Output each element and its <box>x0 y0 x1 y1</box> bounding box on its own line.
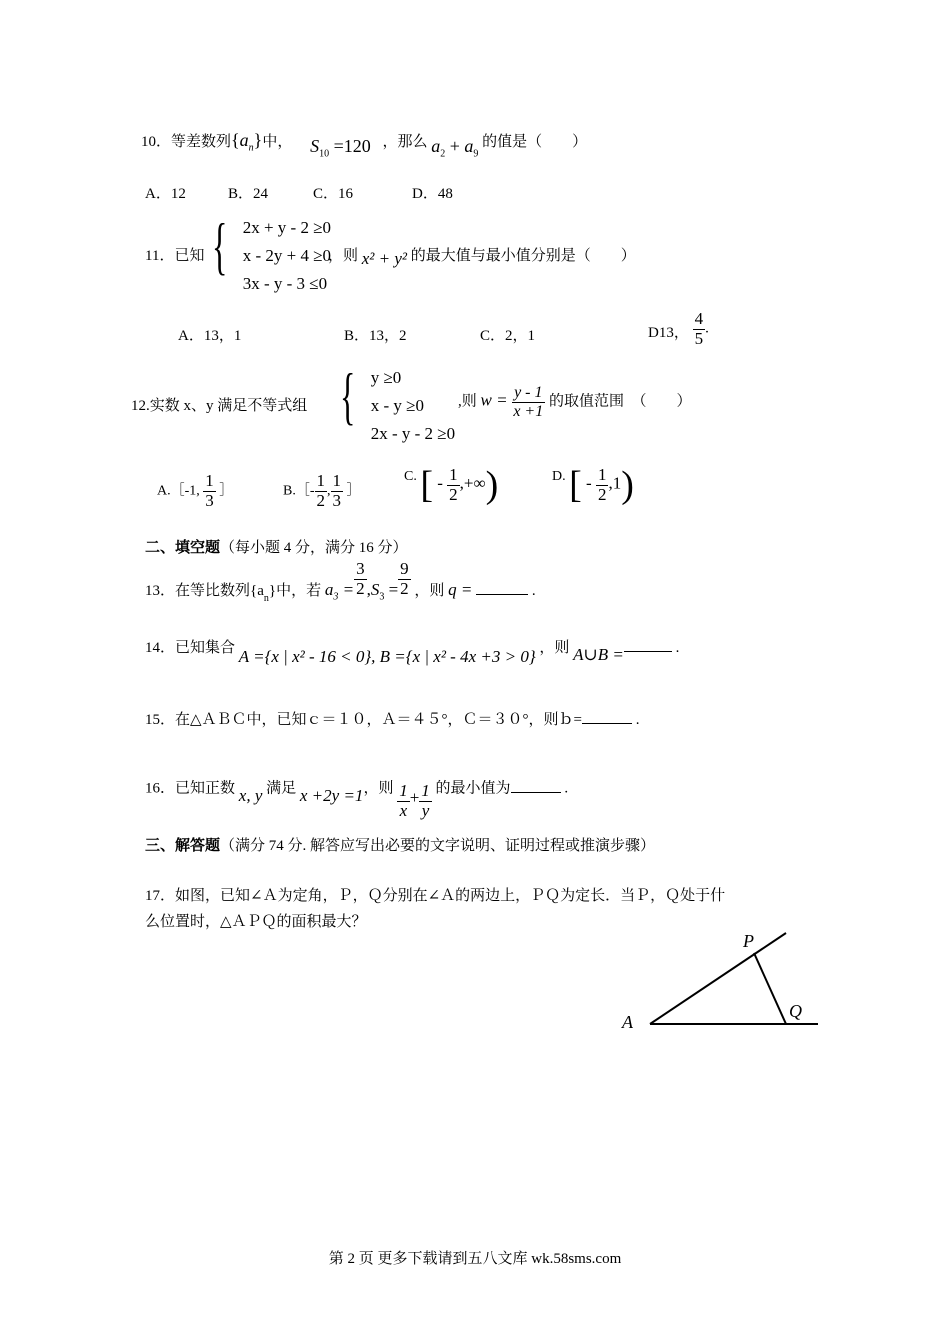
label-q: Q <box>789 1001 802 1021</box>
q14-line: 14．已知集合 A ={x | x² - 16 < 0}, B ={x | x² - 4x +3 > 0} ，则 A∪B = . <box>145 640 680 666</box>
q11-option-c: C．2，1 <box>480 328 536 344</box>
q11-optd-fraction: $\frac{4}{5}$ <box>694 309 704 348</box>
q11-row-3: 3x - y - 3 ≤0 <box>242 274 328 293</box>
segment-pq <box>754 953 786 1024</box>
q12-option-b: B.［- $\frac{1}{2}$ , $\frac{1}{3}$ ］ <box>283 471 361 510</box>
q10-number: 10． <box>141 134 172 150</box>
q16-answer-blank <box>511 778 561 793</box>
q10-text4: 的值是（ ） <box>482 134 588 150</box>
q11-option-b: B．13，2 <box>344 328 407 344</box>
section2-heading <box>145 536 408 557</box>
section3-heading <box>145 834 655 855</box>
q10-text2: 中， <box>262 134 293 150</box>
q13-answer-blank <box>476 580 528 595</box>
q12-option-c: C. [ - $\frac{1}{2}$ ,+∞) <box>404 464 499 507</box>
q11-number: 11．已知 <box>145 248 205 264</box>
q11-text3: 的最大值与最小值分别是（ ） <box>410 248 636 264</box>
q12-label <box>131 394 307 415</box>
triangle-diagram <box>600 920 840 1040</box>
q12-row-3: 2x - y - 2 ≥0 <box>370 424 456 443</box>
page-footer: 第 2 页 更多下载请到五八文库 wk.58sms.com <box>328 1251 622 1267</box>
section3-title: 三、解答题 <box>145 838 221 854</box>
q11-tail <box>328 244 636 268</box>
q12-w: w = <box>480 390 508 410</box>
q12-number: 12. <box>131 398 150 414</box>
q11-option-d: D13， $\frac{4}{5}$ . <box>648 309 709 348</box>
q14-expr: A ={x | x² - 16 < 0}, B ={x | x² - 4x +3 > 0} <box>238 647 536 666</box>
q12-w-fraction: $\frac{y - 1}{x +1}$ <box>513 384 544 420</box>
q10-option-b: B．24 <box>228 186 269 202</box>
q15-answer-blank <box>582 709 632 724</box>
q12-text1: 实数 x、y 满足不等式组 <box>149 398 308 414</box>
section2-title: 二、填空题 <box>145 540 221 556</box>
section2-note: （每小题 4 分，满分 16 分） <box>220 540 408 556</box>
q15-line: 15．在△ＡＢＣ中，已知ｃ＝１０，Ａ＝４５°，Ｃ＝３０°，则ｂ= . <box>145 708 640 729</box>
q10-option-c: C．16 <box>313 186 354 202</box>
q13-line: 13．在等比数列$\{a_n\}$中，若 $a_3$ = $\frac{3}{2}$ $,S_3$ = $\frac{9}{2}$ ，则 q = . <box>145 559 536 604</box>
q11-row-2: x - 2y + 4 ≥0 <box>242 246 332 265</box>
q10-option-d: D．48 <box>412 186 453 202</box>
q11-system <box>212 210 332 298</box>
q12-system <box>340 360 456 448</box>
section3-note: （满分 74 分. 解答应写出必要的文字说明、证明过程或推演步骤） <box>220 838 656 854</box>
q12-row-2: x - y ≥0 <box>370 396 424 415</box>
q12-text3: 的取值范围 （ ） <box>548 393 692 410</box>
q10-option-a: A．12 <box>145 186 186 202</box>
q12-tail <box>458 384 692 420</box>
label-a: A <box>622 1012 633 1032</box>
q10-text1: 等差数列 <box>171 134 232 150</box>
q11-option-a: A．13，1 <box>178 328 242 344</box>
q12-option-a: A.［-1, $\frac{1}{3}$ ］ <box>157 471 234 510</box>
label-p: P <box>743 931 754 951</box>
q12-option-d: D. [ - $\frac{1}{2}$ ,1) <box>552 464 634 507</box>
q10-sum: $S_{10} =120$ <box>310 136 371 160</box>
q12-text2: ,则 <box>458 393 477 410</box>
left-brace: { <box>340 360 356 431</box>
q11-text2: ，则 <box>328 248 359 264</box>
q10-line <box>141 130 588 160</box>
q10-expr: $a_2 + a_9$ <box>431 136 479 160</box>
q16-line: 16．已知正数 x, y 满足 x +2y =1，则 $\frac{1}{x}$ + $\frac{1}{y}$ 的最小值为 . <box>145 770 568 808</box>
left-brace: { <box>212 210 228 281</box>
q17-line-2: 么位置时，△ＡＰＱ的面积最大？ <box>145 914 367 930</box>
q14-answer-blank <box>624 642 672 652</box>
q11-expr: x² + y² <box>361 249 408 268</box>
q11-row-1: 2x + y - 2 ≥0 <box>242 218 332 237</box>
q10-seq: $\{a_n\}$ <box>231 130 263 154</box>
q17-line-1: 17．如图，已知∠Ａ为定角，Ｐ，Ｑ分别在∠Ａ的两边上，ＰＱ为定长．当Ｐ，Ｑ处于什 <box>145 888 726 904</box>
q10-text3: ，那么 <box>382 134 428 150</box>
q12-row-1: y ≥0 <box>370 368 402 387</box>
